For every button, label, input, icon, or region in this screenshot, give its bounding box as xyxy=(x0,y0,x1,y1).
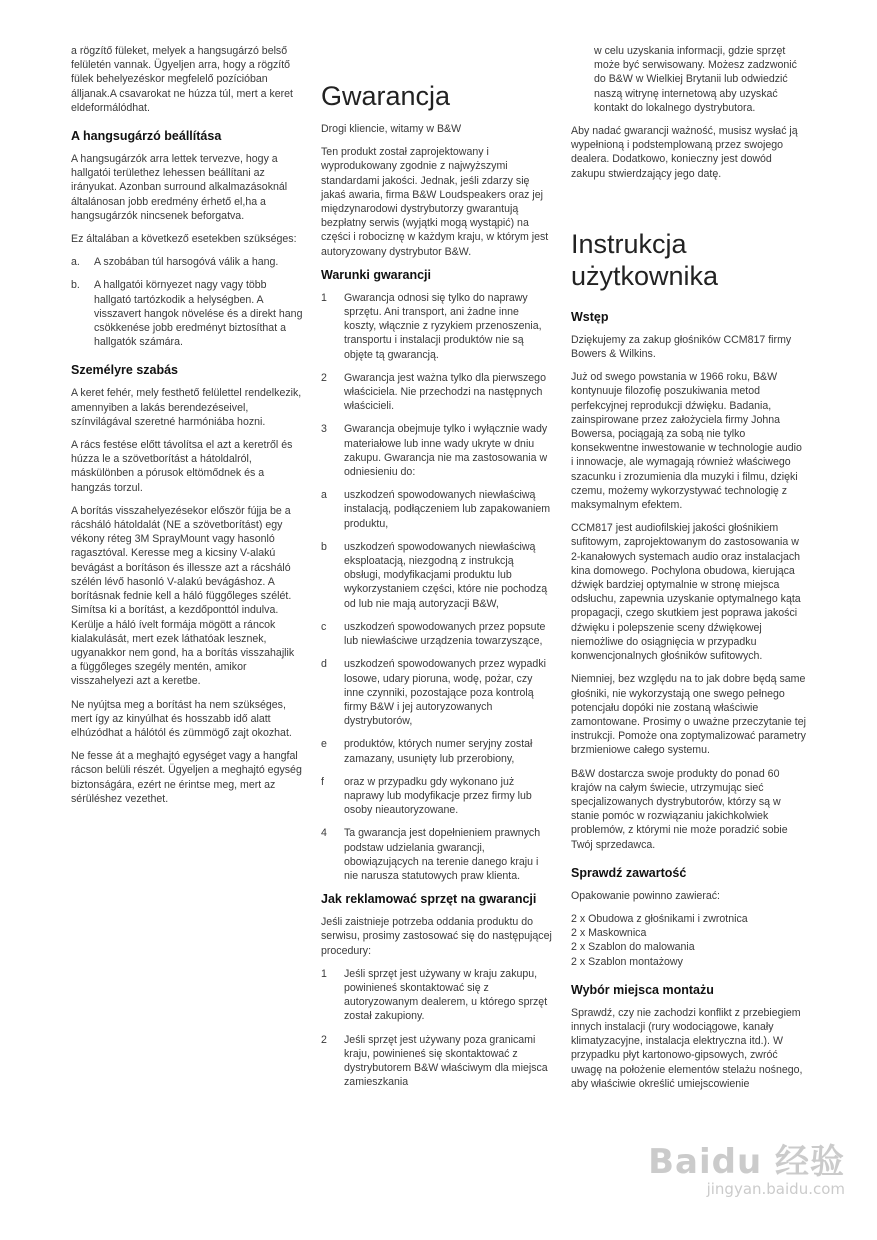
heading-customization: Személyre szabás xyxy=(71,363,179,378)
paragraph: Ne fesse át a meghajtó egységet vagy a hangfal rácson belüli részét. Ügyeljen a meghajtó egység biztonságára, ezért ne érintse meg, mert az sérüléshez vezethet. xyxy=(71,750,302,805)
list-text: uszkodzeń spowodowanych niewłaściwą eksploatacją, niezgodną z instrukcją obsługi, modyfikacjami produktu lub wykorzystaniem części, które nie pochodzą od lub nie mają autoryzacji B&W, xyxy=(344,540,548,610)
list-text: produktów, których numer seryjny został zamazany, usunięty lub przerobiony, xyxy=(344,738,533,765)
list-item xyxy=(321,540,553,611)
list-marker: b. xyxy=(71,279,80,292)
list-marker: d xyxy=(321,658,327,671)
list-text: A hallgatói környezet nagy vagy több hallgató tartózkodik a helységben. A visszavert hangok növelése és a direkt hang csökkenése jobb eredményt biztosíthat a hallgatók számára. xyxy=(94,279,303,349)
list-marker: 1 xyxy=(321,967,327,980)
contents-item: 2 x Szablon do malowania xyxy=(571,941,695,954)
paragraph-continued: w celu uzyskania informacji, gdzie sprzęt może być serwisowany. Możesz zadzwonić do B&W w Wielkiej Brytanii lub odwiedzić naszą witrynę internetową aby uzyskać kontakt do lokalnego dystrybutora. xyxy=(594,45,797,114)
list-item xyxy=(71,278,303,349)
list-marker: 2 xyxy=(321,371,327,384)
heading-check-contents: Sprawdź zawartość xyxy=(571,865,687,880)
warranty-title: Gwarancja xyxy=(321,81,451,111)
paragraph: Sprawdź, czy nie zachodzi konflikt z przebiegiem innych instalacji (rury wodociągowe, kanały klimatyzacyjne, instalacja elektryczna itd.). W przypadku płyt kartonowo-gipsowych, zwróć uwagę na położenie elementów stelażu nośnego, aby właściwie określić umiejscowienie xyxy=(571,1006,803,1090)
list-text: Gwarancja odnosi się tylko do naprawy sprzętu. Ani transport, ani żadne inne koszty, włącznie z ryzykiem przenoszenia, transportu i instalacji produktów nie są objęte tą gwarancją. xyxy=(344,291,542,361)
list-marker: c xyxy=(321,620,327,633)
contents-item: 2 x Szablon montażowy xyxy=(571,955,683,968)
contents-item: 2 x Maskownica xyxy=(571,927,647,940)
list-marker: 3 xyxy=(321,423,327,436)
paragraph: Niemniej, bez względu na to jak dobre będą same głośniki, nie wykorzystają one swego pełnego potencjału dopóki nie zostaną właściwie zamontowane. Prosimy o uważne przeczytanie tej instrukcji. Pomoże ona zoptymalizować parametry brzmieniowe całego systemu. xyxy=(571,673,806,757)
list-marker: 1 xyxy=(321,291,327,304)
list-marker: 4 xyxy=(321,827,327,840)
list-marker: a xyxy=(321,489,327,502)
list-text: Jeśli sprzęt jest używany poza granicami kraju, powinieneś się skontaktować z dystrybutorem B&W właściwym dla miejsca zamieszkania xyxy=(344,1033,548,1089)
list-marker: f xyxy=(321,775,324,788)
list-text: uszkodzeń spowodowanych przez wypadki losowe, udary pioruna, wodę, pożar, czy inne czynniki, pozostające poza kontrolą firmy B&W i jej autoryzowanych dystrybutorów, xyxy=(344,658,546,728)
paragraph: Opakowanie powinno zawierać: xyxy=(571,889,720,902)
list-item xyxy=(321,826,553,883)
column-manual xyxy=(571,44,807,1100)
heading-location: Wybór miejsca montażu xyxy=(571,982,714,997)
list-marker: a. xyxy=(71,256,80,269)
list-text: uszkodzeń spowodowanych przez popsute lub niewłaściwe urządzenia towarzyszące, xyxy=(344,620,546,648)
paragraph: Ez általában a következő esetekben szükséges: xyxy=(71,233,297,246)
list-text: Ta gwarancja jest dopełnieniem prawnych podstaw udzielania gwarancji, obowiązujących na terenie danego kraju i nie narusza statutowych praw klienta. xyxy=(344,827,541,882)
paragraph: Ten produkt został zaprojektowany i wyprodukowany zgodnie z najwyższymi standardami jakości. Jednak, jeśli zdarzy się jakaś awaria, firma B&W Loudspeakers oraz jej międzynarodowi dystrybutorzy gwarantują bezpłatny serwis (wyjątki mogą wystąpić) na części i robociznę w każdym kraju, w którym jest autoryzowany dystrybutor B&W. xyxy=(321,146,549,258)
column-hungarian xyxy=(71,44,303,815)
paragraph: A rács festése előtt távolítsa el azt a keretről és húzza le a szövetborítást a hátoldalról, máskülönben a pórusok eltömődnek és a hangzás torzul. xyxy=(71,439,293,494)
paragraph: A borítás visszahelyezésekor először fújja be a rácsháló hátoldalát (NE a szövetborítást) egy vékony réteg 3M SprayMount vagy hasonló ragasztóval. Keresse meg a kicsiny V-alakú bevágást a borításon és illessze azt a rácsháló szélén lévő hasonló V-alakú bevágáshoz. A borításnak fednie kell a háló függőleges szélét. Simítsa ki a borítást, a kezdőponttól indulva. Kerülje a háló ívelt formája mögött a ráncok kialakulását, mert ezek láthatóak lesznek, ugyanakkor nem gond, ha a borítás visszahajlik a függőleges szegély mentén, amikor visszahelyezi azt a keretbe. xyxy=(71,504,295,688)
manual-title-line-1: Instrukcja xyxy=(571,228,687,259)
list-text: uszkodzeń spowodowanych niewłaściwą instalacją, podłączeniem lub zapakowaniem produktu, xyxy=(344,489,551,530)
list-marker: 2 xyxy=(321,1033,327,1046)
list-item xyxy=(321,657,553,728)
paragraph: A keret fehér, mely festhető felülettel rendelkezik, amennyiben a lakás berendezéseivel, színvilágával szeretné harmóniába hozni. xyxy=(71,387,302,428)
paragraph: Już od swego powstania w 1966 roku, B&W kontynuuje filozofię poszukiwania metod perfekcyjnej reprodukcji dźwięku. Badania, zainspirowane przez założyciela firmy Johna Bowersa, pociągają za sobą nie tylko konsekwentne inwestowanie w technologie audio i innowacje, ale wymagają również właściwego szacunku i zrozumienia dla muzyki i filmu, dzięki czemu, możemy wykorzystywać technologię z maksymalnym efektem. xyxy=(571,371,802,512)
greeting: Drogi kliencie, witamy w B&W xyxy=(321,123,462,135)
list-text: oraz w przypadku gdy wykonano już naprawy lub modyfikacje przez firmy lub osoby nieautoryzowane. xyxy=(344,775,532,817)
paragraph: B&W dostarcza swoje produkty do ponad 60 krajów na całym świecie, utrzymując sieć specjalizowanych dystrybutorów, którzy są w stanie pomóc w rozwiązaniu jakichkolwiek problemów, z którymi nie może poradzić sobie Twój sprzedawca. xyxy=(571,767,788,851)
paragraph: Aby nadać gwarancji ważność, musisz wysłać ją wypełnioną i podstemplowaną przez swojego dealera. Dodatkowo, konieczny jest dowód zakupu stwierdzający jego datę. xyxy=(571,125,798,180)
list-item xyxy=(321,967,553,1024)
list-item xyxy=(321,1033,553,1090)
list-item xyxy=(321,775,553,818)
paragraph: Jeśli zaistnieje potrzeba oddania produktu do serwisu, prosimy zastosować się do następującej procedury: xyxy=(321,916,552,957)
watermark-url: jingyan.baidu.com xyxy=(706,1180,845,1198)
list-item xyxy=(71,255,303,269)
list-item xyxy=(321,422,553,479)
list-item xyxy=(321,620,553,648)
paragraph: CCM817 jest audiofilskiej jakości głośnikiem sufitowym, zaprojektowanym do zastosowania w 2-kanałowych systemach audio oraz instalacjach kina domowego. Pochylona obudowa, kierująca dźwięk bardziej optymalnie w stronę miejsca odsłuchu, zapewnia uzyskanie optymalnego kąta propagacji, czego skutkiem jest poprawa jakości dźwięku i polepszenie sceny dźwiękowej niemożliwe do osiągnięcia w przypadku konwencjonalnych głośników sufitowych. xyxy=(571,522,801,663)
list-text: Jeśli sprzęt jest używany w kraju zakupu, powinieneś skontaktować się z autoryzowanym dealerem, u którego sprzęt został zakupiony. xyxy=(344,967,548,1023)
contents-item: 2 x Obudowa z głośnikami i zwrotnica xyxy=(571,912,748,925)
list-marker: b xyxy=(321,540,327,553)
paragraph: Ne nyújtsa meg a borítást ha nem szükséges, mert így az kinyúlhat és hosszabb idő alatt elhúzódhat a hálótól és zümmögő zajt okozhat. xyxy=(71,698,292,739)
paragraph: A hangsugárzók arra lettek tervezve, hogy a hallgatói területhez lehessen beállítani az irányukat. Azonban surround alkalmazásoknál általánosan jobb eredmény érhető el,ha a hangsugárzók nincsenek beforgatva. xyxy=(71,153,288,222)
list-marker: e xyxy=(321,738,327,751)
heading-warranty-terms: Warunki gwarancji xyxy=(321,267,431,282)
heading-intro: Wstęp xyxy=(571,309,609,324)
paragraph: a rögzítő füleket, melyek a hangsugárzó belső felületén vannak. Ügyeljen arra, hogy a rögzítő fülek behelyezéskor megfelelő pozícióban álljanak.A csavarokat ne húzza túl, mert a keret eldeformálódhat. xyxy=(71,45,293,114)
list-text: Gwarancja jest ważna tylko dla pierwszego właściciela. Nie przechodzi na następnych właścicieli. xyxy=(344,371,546,413)
list-text: A szobában túl harsogóvá válik a hang. xyxy=(94,256,279,269)
column-warranty xyxy=(321,44,553,1098)
watermark-logo: Baidu 经验 xyxy=(648,1142,845,1182)
paragraph: Dziękujemy za zakup głośników CCM817 firmy Bowers & Wilkins. xyxy=(571,333,792,361)
list-text: Gwarancja obejmuje tylko i wyłącznie wady materiałowe lub inne wady ukryte w dniu zakupu. Gwarancja nie ma zastosowania w odniesieniu do: xyxy=(344,423,548,479)
list-item xyxy=(321,737,553,765)
heading-warranty-claim: Jak reklamować sprzęt na gwarancji xyxy=(321,892,537,907)
manual-title-line-2: użytkownika xyxy=(571,260,719,291)
watermark xyxy=(648,1144,845,1198)
heading-speaker-setup: A hangsugárzó beállítása xyxy=(71,129,222,144)
list-item xyxy=(321,371,553,414)
list-item xyxy=(321,488,553,531)
list-item xyxy=(321,291,553,362)
